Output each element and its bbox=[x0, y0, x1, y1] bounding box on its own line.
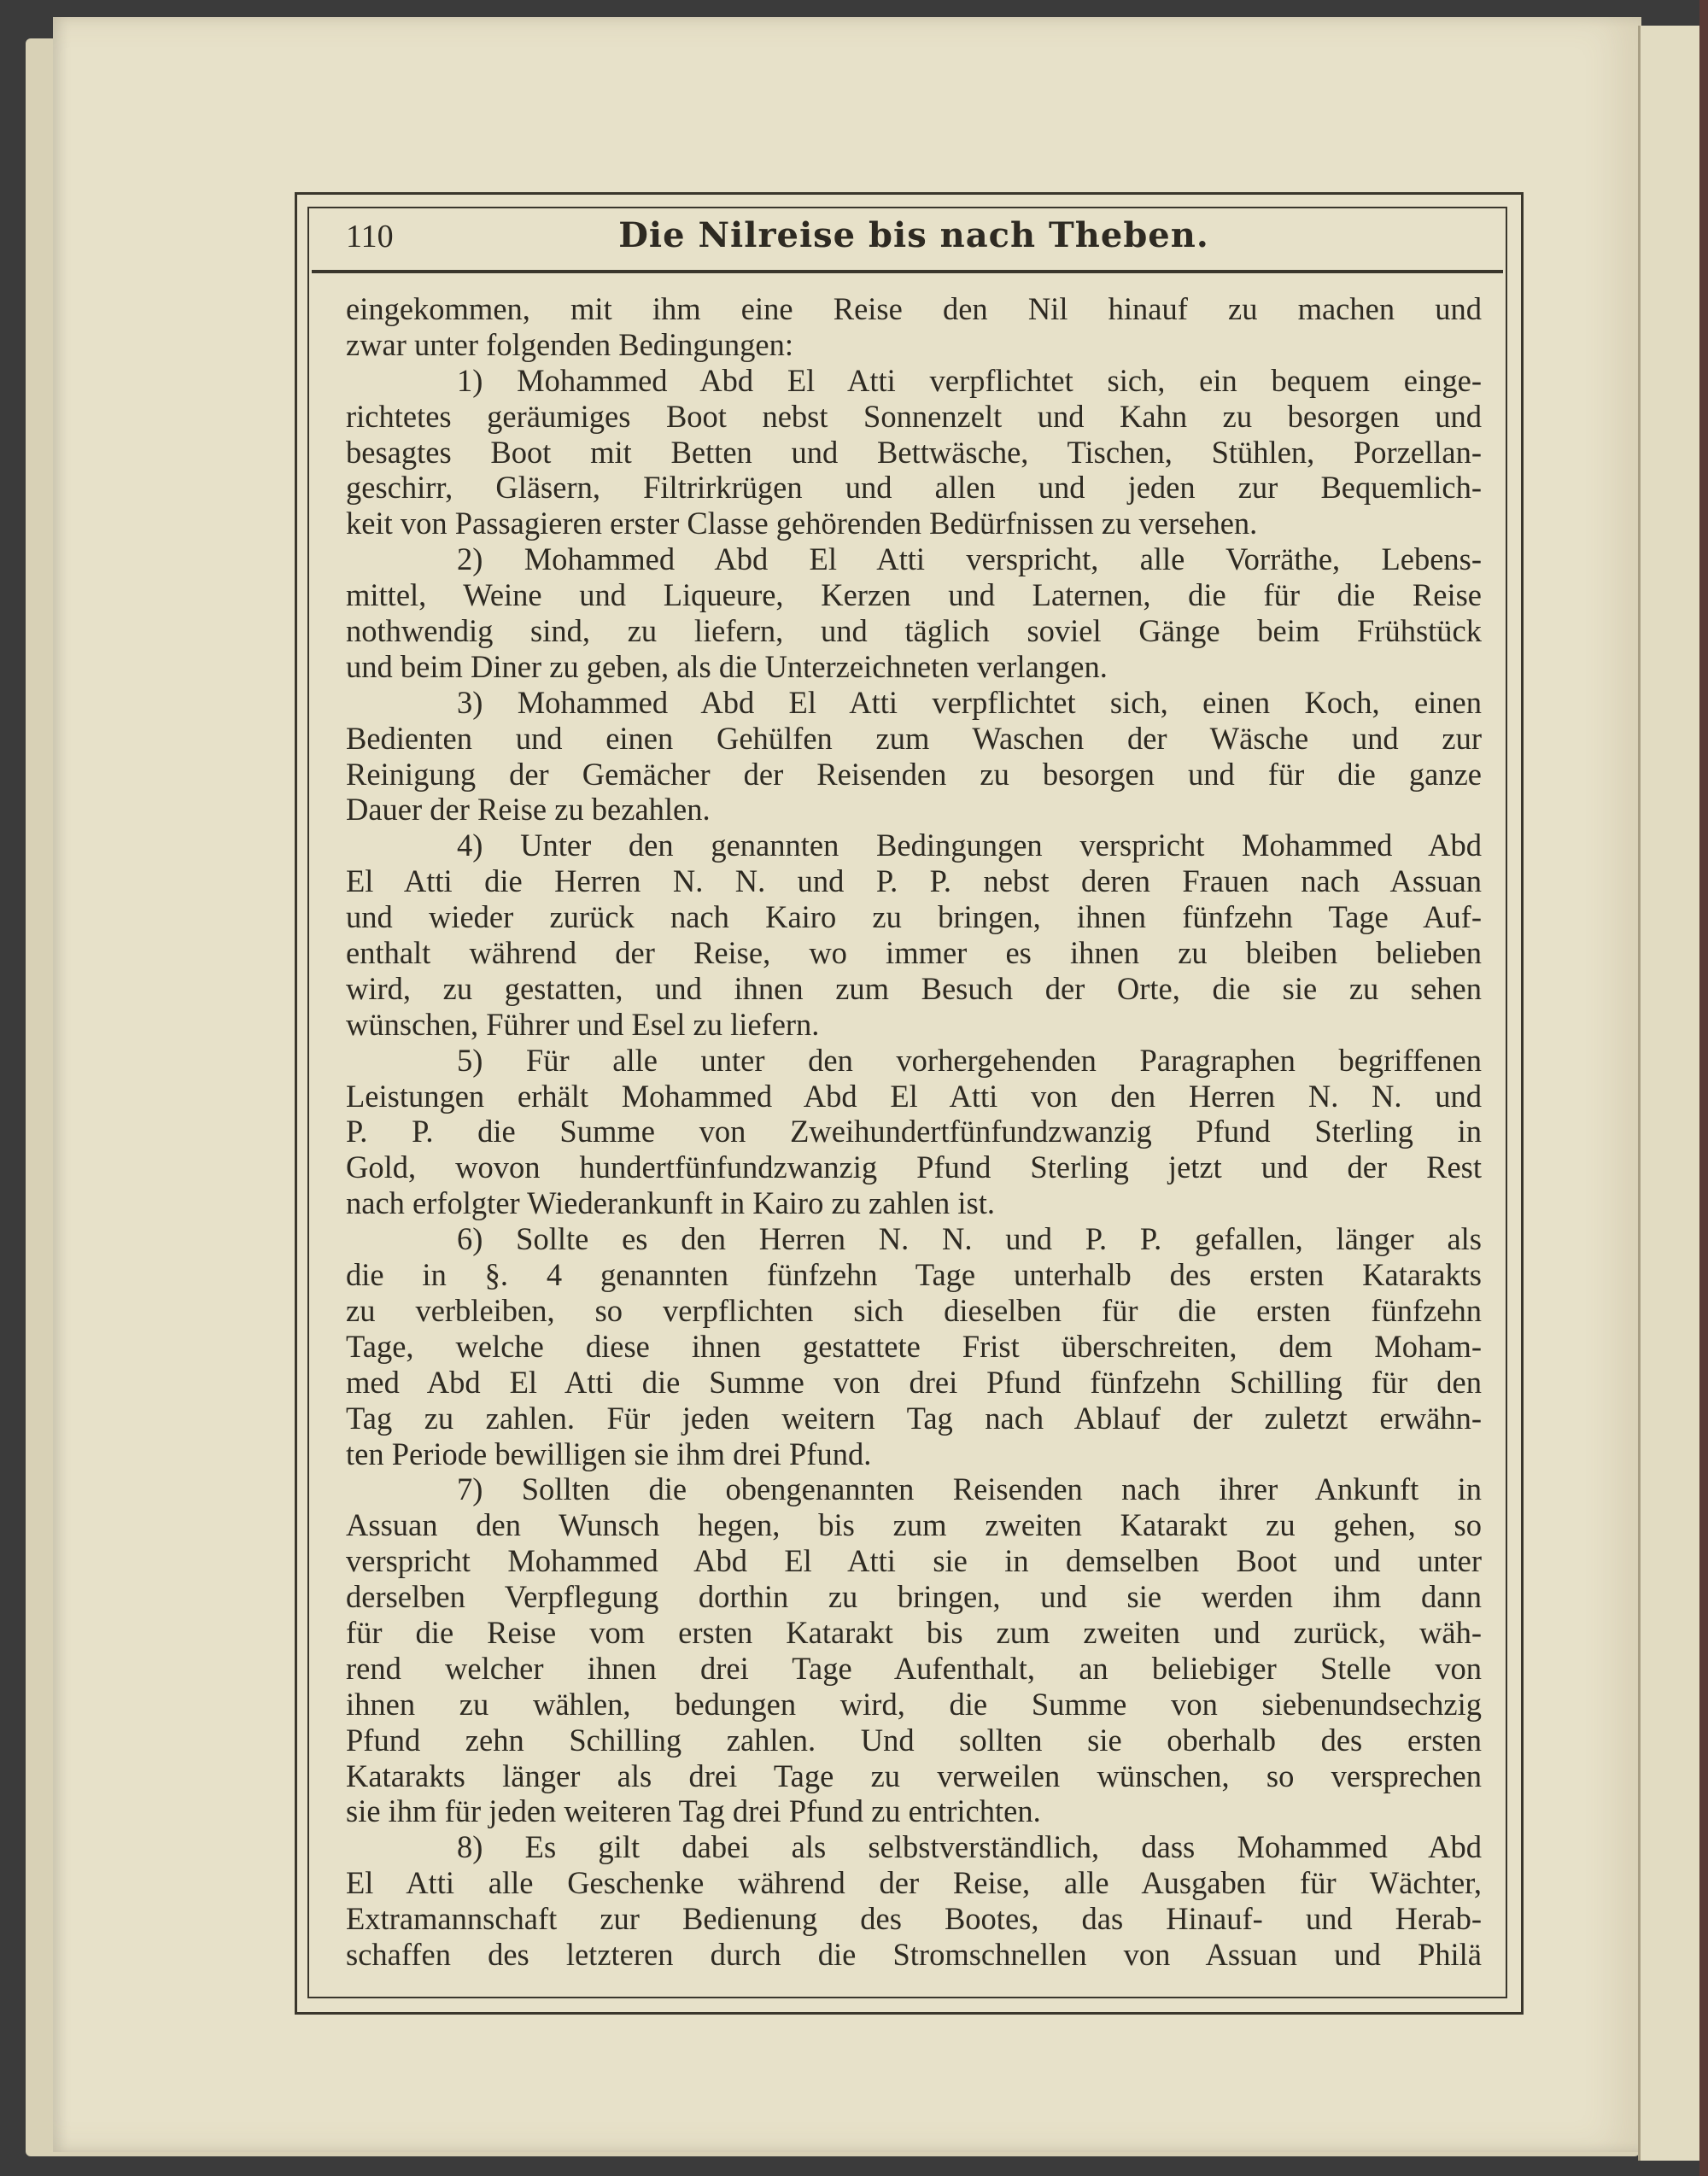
text-line: ihnen zu wählen, bedungen wird, die Summe von siebenundsechzig bbox=[346, 1686, 1482, 1722]
text-line: sie ihm für jeden weiteren Tag drei Pfund zu entrichten. bbox=[346, 1793, 1041, 1829]
text-line: 4) Unter den genannten Bedingungen verspricht Mohammed Abd bbox=[457, 828, 1482, 863]
text-line: Tage, welche diese ihnen gestattete Frist überschreiten, dem Moham- bbox=[346, 1328, 1482, 1364]
page-number: 110 bbox=[346, 219, 394, 254]
text-line: verspricht Mohammed Abd El Atti sie in demselben Boot und unter bbox=[346, 1543, 1482, 1579]
text-line: 6) Sollte es den Herren N. N. und P. P. gefallen, länger als bbox=[457, 1221, 1482, 1257]
text-line: eingekommen, mit ihm eine Reise den Nil hinauf zu machen und bbox=[346, 291, 1482, 326]
text-line: 3) Mohammed Abd El Atti verpflichtet sich, einen Koch, einen bbox=[457, 684, 1482, 720]
text-line: Leistungen erhält Mohammed Abd El Atti von den Herren N. N. und bbox=[346, 1078, 1482, 1114]
text-line: zu verbleiben, so verpflichten sich dieselben für die ersten fünfzehn bbox=[346, 1292, 1482, 1328]
text-line: Tag zu zahlen. Für jeden weitern Tag nach Ablauf der zuletzt erwähn- bbox=[346, 1400, 1482, 1436]
text-line: El Atti alle Geschenke während der Reise, alle Ausgaben für Wächter, bbox=[346, 1865, 1482, 1901]
text-line: derselben Verpflegung dorthin zu bringen, und sie werden ihm dann bbox=[346, 1579, 1482, 1615]
running-title: Die Nilreise bis nach Theben. bbox=[618, 215, 1209, 255]
text-line: 7) Sollten die obengenannten Reisenden nach ihrer Ankunft in bbox=[457, 1471, 1482, 1507]
text-line: die in §. 4 genannten fünfzehn Tage unterhalb des ersten Katarakts bbox=[346, 1257, 1482, 1293]
header-rule bbox=[312, 270, 1503, 273]
text-line: Reinigung der Gemächer der Reisenden zu besorgen und für die ganze bbox=[346, 756, 1482, 792]
text-line: med Abd El Atti die Summe von drei Pfund fünfzehn Schilling für den bbox=[346, 1364, 1482, 1400]
text-line: richtetes geräumiges Boot nebst Sonnenzelt und Kahn zu besorgen und bbox=[346, 398, 1482, 434]
text-line: und beim Diner zu geben, als die Unterzeichneten verlangen. bbox=[346, 648, 1108, 684]
text-line: keit von Passagieren erster Classe gehörenden Bedürfnissen zu versehen. bbox=[346, 506, 1258, 541]
text-line: 5) Für alle unter den vorhergehenden Paragraphen begriffenen bbox=[457, 1042, 1482, 1078]
text-line: wünschen, Führer und Esel zu liefern. bbox=[346, 1006, 820, 1042]
text-line: Katarakts länger als drei Tage zu verweilen wünschen, so versprechen bbox=[346, 1758, 1482, 1793]
text-line: 1) Mohammed Abd El Atti verpflichtet sich, ein bequem einge- bbox=[457, 362, 1482, 398]
text-line: nothwendig sind, zu liefern, und täglich soviel Gänge beim Frühstück bbox=[346, 613, 1482, 649]
text-line: Extramannschaft zur Bedienung des Bootes, das Hinauf- und Herab- bbox=[346, 1901, 1482, 1937]
text-line: enthalt während der Reise, wo immer es ihnen zu bleiben belieben bbox=[346, 935, 1482, 971]
text-line: und wieder zurück nach Kairo zu bringen, ihnen fünfzehn Tage Auf- bbox=[346, 899, 1482, 935]
text-line: P. P. die Summe von Zweihundertfünfundzwanzig Pfund Sterling in bbox=[346, 1114, 1482, 1149]
book-cover-edge bbox=[1699, 0, 1708, 2176]
text-line: mittel, Weine und Liqueure, Kerzen und Laternen, die für die Reise bbox=[346, 577, 1482, 613]
text-line: Gold, wovon hundertfünfundzwanzig Pfund Sterling jetzt und der Rest bbox=[346, 1149, 1482, 1185]
text-line: geschirr, Gläsern, Filtrirkrügen und allen und jeden zur Bequemlich- bbox=[346, 470, 1482, 506]
text-line: wird, zu gestatten, und ihnen zum Besuch der Orte, die sie zu sehen bbox=[346, 970, 1482, 1006]
text-line: 2) Mohammed Abd El Atti verspricht, alle Vorräthe, Lebens- bbox=[457, 541, 1482, 577]
body-text bbox=[346, 290, 1482, 1972]
text-line: Bedienten und einen Gehülfen zum Waschen der Wäsche und zur bbox=[346, 720, 1482, 756]
text-line: rend welcher ihnen drei Tage Aufenthalt, an beliebiger Stelle von bbox=[346, 1650, 1482, 1686]
text-line: ten Periode bewilligen sie ihm drei Pfund. bbox=[346, 1436, 872, 1471]
text-line: für die Reise vom ersten Katarakt bis zum zweiten und zurück, wäh- bbox=[346, 1614, 1482, 1650]
text-line: Pfund zehn Schilling zahlen. Und sollten sie oberhalb des ersten bbox=[346, 1722, 1482, 1758]
text-line: El Atti die Herren N. N. und P. P. nebst deren Frauen nach Assuan bbox=[346, 863, 1482, 899]
text-line: 8) Es gilt dabei als selbstverständlich, dass Mohammed Abd bbox=[457, 1829, 1482, 1865]
facing-page-edge bbox=[1638, 26, 1708, 2161]
text-line: Dauer der Reise zu bezahlen. bbox=[346, 792, 711, 828]
text-line: zwar unter folgenden Bedingungen: bbox=[346, 326, 794, 362]
text-line: Assuan den Wunsch hegen, bis zum zweiten Katarakt zu gehen, so bbox=[346, 1507, 1482, 1543]
text-line: nach erfolgter Wiederankunft in Kairo zu zahlen ist. bbox=[346, 1185, 995, 1221]
text-line: schaffen des letzteren durch die Stromschnellen von Assuan und Philä bbox=[346, 1936, 1482, 1972]
text-line: besagtes Boot mit Betten und Bettwäsche, Tischen, Stühlen, Porzellan- bbox=[346, 434, 1482, 470]
